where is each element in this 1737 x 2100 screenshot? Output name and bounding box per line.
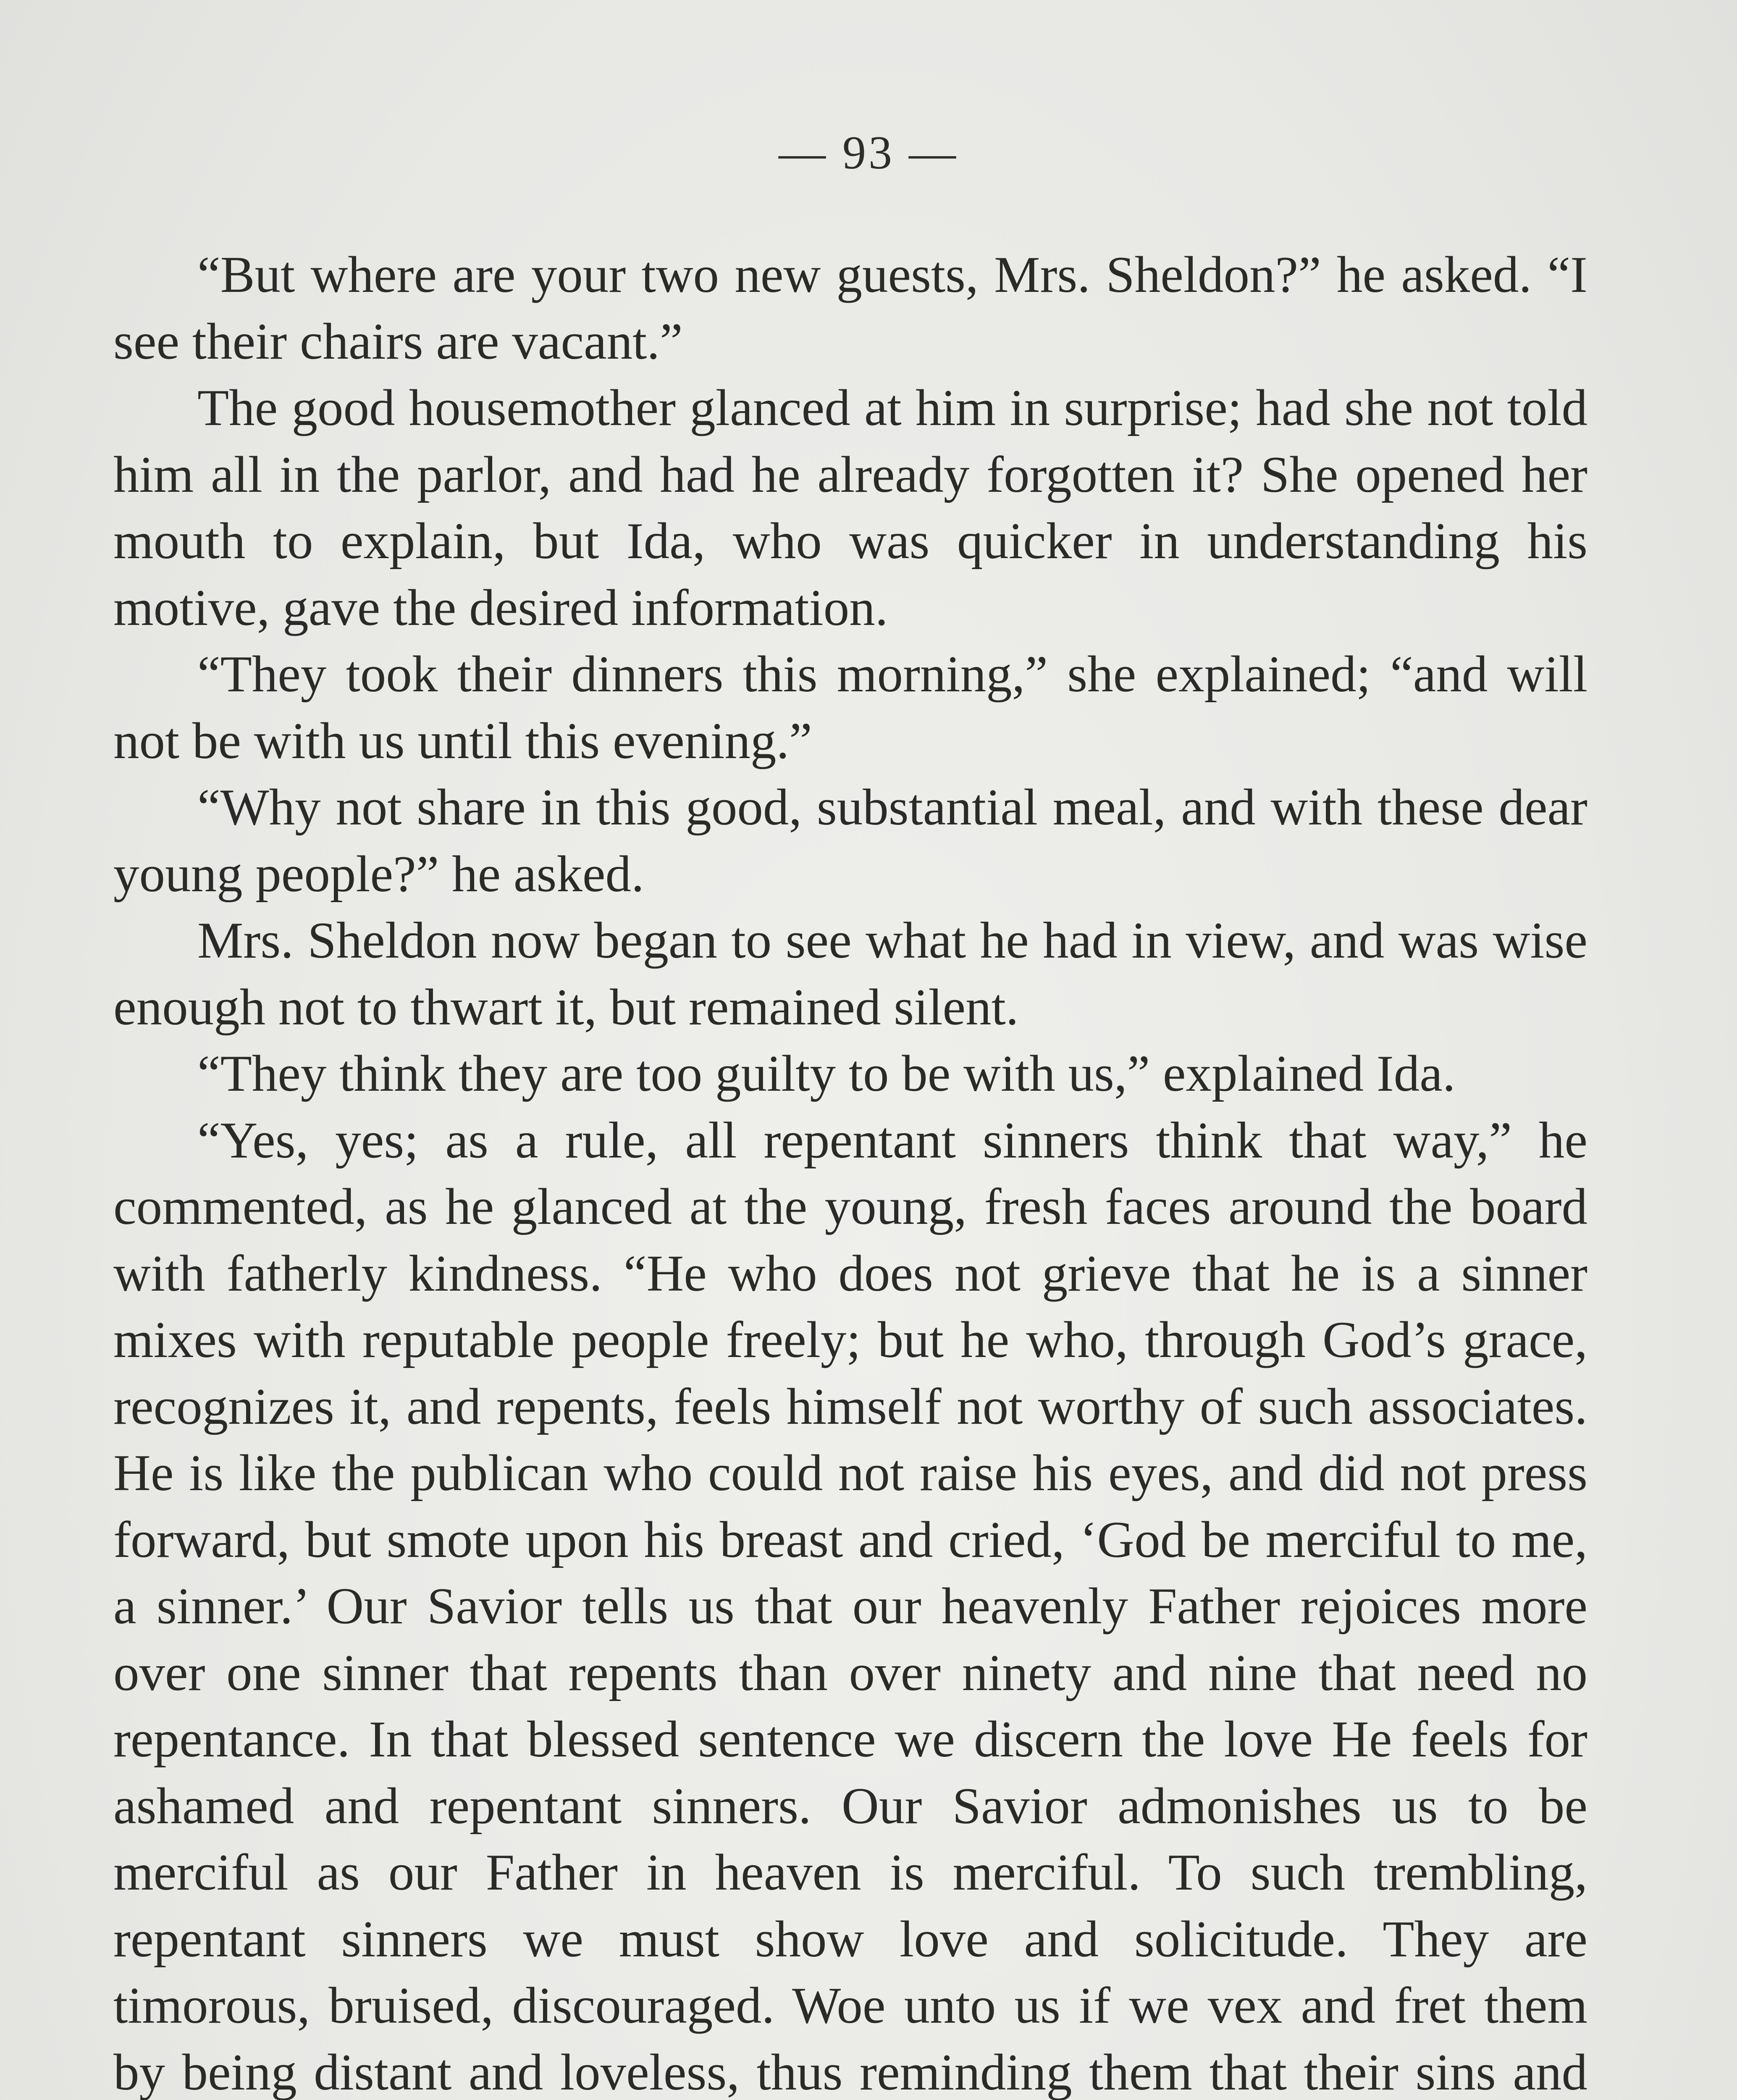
paragraph-5: Mrs. Sheldon now began to see what he had in view, and was wise enough not to thwart it, but remained silent. xyxy=(113,911,1587,1036)
paragraph-4: “Why not share in this good, substantial meal, and with these dear young people?” he asked. xyxy=(113,778,1587,903)
paragraph-7: “Yes, yes; as a rule, all repentant sinners think that way,” he commented, as he glanced at the young, fresh faces around the board with fatherly kindness. “He who does not grieve that he is a sinner mixes with reputable people freely; but he who, through God’s grace, recognizes it, and repents, feels himself not worthy of such associates. He is like the publican who could not raise his eyes, and did not press forward, but smote upon his breast and cried, ‘God be merciful to me, a sinner.’ Our Savior tells us that our heavenly Father rejoices more over one sinner that repents than over ninety and nine that need no repentance. In that blessed sentence we discern the love He feels for ashamed and repentant sinners. Our Savior admonishes us to be merciful as our Father in heaven is merciful. To such trembling, repentant sinners we must show love and solicitude. They are timorous, bruised, discouraged. Woe unto us if we vex and fret them by being distant and loveless, thus reminding them that their sins and xyxy=(113,1111,1587,2100)
paragraph-2: The good housemother glanced at him in surprise; had she not told him all in the parlor, and had he already forgotten it? She opened her mouth to explain, but Ida, who was quicker in understanding his motive, gave the desired information. xyxy=(113,379,1587,636)
paragraph-1: “But where are your two new guests, Mrs. Sheldon?” he asked. “I see their chairs are vacant.” xyxy=(113,246,1587,370)
paragraph-3: “They took their dinners this morning,” she explained; “and will not be with us until this evening.” xyxy=(113,645,1587,769)
page-number: — 93 — xyxy=(779,127,958,179)
page-body-text xyxy=(113,242,1587,2100)
paragraph-6: “They think they are too guilty to be with us,” explained Ida. xyxy=(197,1045,1456,1102)
